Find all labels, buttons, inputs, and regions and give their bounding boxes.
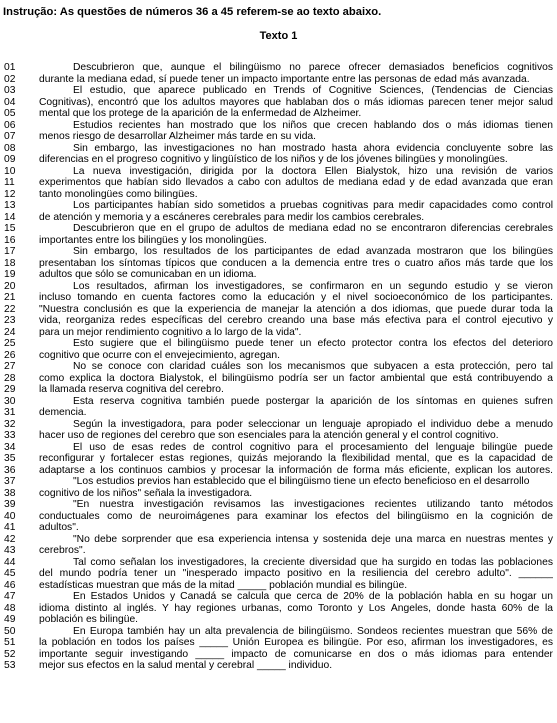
text-line: [0, 580, 557, 591]
text-line: [0, 488, 557, 499]
text-line: [0, 626, 557, 637]
line-text: incluso tomando en cuenta factores como la educación y el nivel socioeconómico de los participantes.: [39, 292, 553, 303]
line-text: No se conoce con claridad cuáles son los mecanismos que subyacen a esta protección, pero tal: [73, 361, 553, 372]
line-number: 36: [4, 464, 16, 476]
line-number: 19: [4, 269, 16, 280]
line-number: 53: [4, 660, 16, 671]
line-text: importante seguir investigando _____ impacto de comunicarse en dos o más idiomas para entender: [39, 648, 553, 660]
text-line: [0, 476, 557, 487]
text-line: [0, 131, 557, 142]
text-line: [0, 442, 557, 453]
line-number: 45: [4, 568, 16, 579]
line-number: 22: [4, 303, 16, 315]
line-number: 46: [4, 579, 16, 591]
text-line: [0, 614, 557, 625]
text-line: [0, 384, 557, 395]
line-number: 44: [4, 556, 16, 568]
text-line: [0, 281, 557, 292]
line-text: cognitivo que ocurre con el envejecimiento, agregan.: [39, 349, 280, 361]
line-number: 15: [4, 223, 16, 234]
line-text: vida, reorganiza redes específicas del cerebro creando una base más efectiva para el control ejecutivo y: [39, 315, 553, 326]
text-line: [0, 557, 557, 568]
line-number: 33: [4, 430, 16, 441]
text-line: [0, 292, 557, 303]
line-text: Esto sugiere que el bilingüismo puede tener un efecto protector contra los efectos del deterioro: [73, 338, 553, 349]
line-text: presentaban los síntomas típicos que conducen a la demencia entre tres o cuatro años más tarde que los: [39, 257, 553, 269]
text-line: [0, 246, 557, 257]
line-text: como explica la doctora Bialystok, el bilingüismo podría ser un factor ambiental que está contribuyendo a: [39, 372, 553, 384]
line-text: Cognitivas), encontró que los adultos mayores que hablaban dos o más idiomas parecen tener mejor salud: [39, 96, 553, 108]
text-line: [0, 154, 557, 165]
line-number: 09: [4, 154, 16, 165]
line-text: Según la investigadora, para poder seleccionar un lenguaje apropiado el individuo debe a menudo: [73, 418, 553, 430]
line-text: experimentos que habían sido llevados a cabo con adultos de mediana edad y de edad avanzada que eran: [39, 177, 553, 188]
line-text: importantes entre los bilingües y los monolingües.: [39, 234, 267, 246]
text-line: [0, 212, 557, 223]
line-number: 21: [4, 292, 16, 303]
text-line: [0, 522, 557, 533]
text-line: [0, 97, 557, 108]
line-text: adaptarse a los continuos cambios y procesar la información de forma más eficiente, explican los autores.: [39, 464, 553, 476]
text-line: [0, 304, 557, 315]
line-number: 40: [4, 510, 16, 522]
line-text: Descubrieron que, aunque el bilingüismo no parece ofrecer demasiados beneficios cognitivos: [73, 62, 553, 73]
text-line: [0, 545, 557, 556]
text-line: [0, 591, 557, 602]
line-number: 49: [4, 614, 16, 625]
text-line: [0, 660, 557, 671]
line-number: 50: [4, 625, 16, 637]
line-text: En Europa también hay un alta prevalencia de bilingüismo. Sondeos recientes muestran que 56% de: [73, 625, 553, 637]
line-number: 26: [4, 349, 16, 361]
text-title: Texto 1: [259, 30, 298, 42]
line-text: cerebros".: [39, 545, 86, 556]
line-text: "Los estudios previos han establecido que el bilingüismo tiene un efecto beneficioso en el desarrollo: [73, 476, 530, 487]
line-text: Sin embargo, los resultados de los participantes de edad avanzada mostraron que los bilingües: [73, 246, 553, 257]
line-text: Descubrieron que en el grupo de adultos de mediana edad no se encontraron diferencias cerebrales: [73, 223, 553, 234]
text-line: [0, 200, 557, 211]
line-number: 18: [4, 257, 16, 269]
line-text: mejor sus efectos en la salud mental y cerebral _____ individuo.: [39, 660, 333, 671]
text-line: [0, 534, 557, 545]
line-number: 30: [4, 395, 16, 407]
text-line: [0, 499, 557, 510]
text-line: [0, 327, 557, 338]
line-number: 31: [4, 407, 16, 418]
line-text: tanto monolingües como bilingües.: [39, 188, 198, 200]
line-number: 37: [4, 476, 16, 487]
text-line: [0, 120, 557, 131]
text-line: [0, 269, 557, 280]
line-number: 02: [4, 73, 16, 85]
line-text: Esta reserva cognitiva también puede postergar la aparición de los síntomas en quienes sufren: [73, 395, 553, 407]
line-text: mental que los protege de la aparición de la enfermedad de Alzheimer.: [39, 108, 362, 119]
text-line: [0, 85, 557, 96]
text-line: [0, 74, 557, 85]
line-text: diferencias en el progreso cognitivo y lingüístico de los niños y de los jóvenes bilingües y monolingües.: [39, 154, 508, 165]
line-number: 06: [4, 119, 16, 131]
line-number: 42: [4, 533, 16, 545]
text-line: [0, 223, 557, 234]
line-number: 43: [4, 545, 16, 556]
line-number: 24: [4, 326, 16, 338]
line-number: 23: [4, 315, 16, 326]
text-line: [0, 649, 557, 660]
line-text: cognitivo de los niños" señala la investigadora.: [39, 487, 253, 499]
text-line: [0, 189, 557, 200]
line-number: 11: [4, 177, 15, 188]
line-number: 38: [4, 487, 16, 499]
line-number: 10: [4, 165, 16, 177]
line-number: 07: [4, 131, 16, 142]
line-text: la población en todos los países _____ Unión Europea es bilingüe. Por eso, afirman los investigadores, es: [39, 637, 553, 648]
text-line: [0, 373, 557, 384]
text-line: [0, 177, 557, 188]
line-number: 04: [4, 96, 16, 108]
line-number: 32: [4, 418, 16, 430]
line-number: 13: [4, 200, 16, 211]
line-text: Tal como señalan los investigadores, la creciente diversidad que ha surgido en todas las poblaciones: [73, 556, 553, 568]
instruction-heading: Instrução: As questões de números 36 a 45 referem-se ao texto abaixo.: [3, 6, 382, 18]
line-number: 52: [4, 648, 16, 660]
line-number: 39: [4, 499, 16, 510]
line-number: 14: [4, 211, 16, 223]
line-number: 51: [4, 637, 16, 648]
line-text: demencia.: [39, 407, 87, 418]
line-text: Los participantes habían sido sometidos a pruebas cognitivas para medir capacidades como control: [73, 200, 553, 211]
line-text: "No debe sorprender que esa experiencia intensa y sostenida deje una marca en nuestras mentes y: [73, 533, 553, 545]
line-number: 29: [4, 384, 16, 395]
line-text: de atención y memoria y a escáneres cerebrales para medir los cambios cerebrales.: [39, 211, 425, 223]
text-line: [0, 465, 557, 476]
line-text: "En nuestra investigación revisamos las investigaciones recientes utilizando tanto métodos: [73, 499, 553, 510]
text-line: [0, 453, 557, 464]
text-line: [0, 396, 557, 407]
line-text: El estudio, que aparece publicado en Trends of Cognitive Sciences, (Tendencias de Ciencias: [73, 85, 553, 96]
line-text: "Nuestra conclusión es que la experiencia de manejar la atención a dos idiomas, que puede durar toda la: [39, 303, 553, 315]
line-number: 16: [4, 234, 16, 246]
line-number: 01: [4, 62, 16, 73]
line-text: conductuales como de neuroimágenes para examinar los efectos del bilingüismo en la cognición de: [39, 510, 553, 522]
line-text: población es bilingüe.: [39, 614, 139, 625]
text-line: [0, 511, 557, 522]
text-line: [0, 315, 557, 326]
line-number: 41: [4, 522, 16, 533]
text-line: [0, 430, 557, 441]
line-text: del mundo podría tener un "inesperado impacto positivo en la resiliencia del cerebro adulto". ______: [39, 568, 553, 579]
line-text: Sin embargo, las investigaciones no han mostrado hasta ahora evidencia concluyente sobre las: [73, 142, 553, 154]
line-text: la llamada reserva cognitiva del cerebro.: [39, 384, 224, 395]
line-number: 28: [4, 372, 16, 384]
line-text: adultos que sólo se comunicaban en un idioma.: [39, 269, 257, 280]
line-number: 08: [4, 142, 16, 154]
text-line: [0, 258, 557, 269]
line-text: adultos".: [39, 522, 79, 533]
text-line: [0, 338, 557, 349]
line-text: Los resultados, afirman los investigadores, se confirmaron en un segundo estudio y se vieron: [73, 280, 553, 292]
text-line: [0, 637, 557, 648]
line-text: menos riesgo de desarrollar Alzheimer más tarde en su vida.: [39, 131, 317, 142]
text-line: [0, 361, 557, 372]
line-text: hacer uso de regiones del cerebro que son esenciales para la atención general y el control cognitivo.: [39, 430, 499, 441]
line-number: 48: [4, 602, 16, 614]
text-line: [0, 166, 557, 177]
line-number: 17: [4, 246, 16, 257]
text-line: [0, 62, 557, 73]
line-number: 03: [4, 85, 16, 96]
line-number: 05: [4, 108, 16, 119]
text-line: [0, 568, 557, 579]
line-number: 20: [4, 280, 16, 292]
text-line: [0, 419, 557, 430]
text-line: [0, 143, 557, 154]
line-number: 34: [4, 441, 16, 453]
text-line: [0, 603, 557, 614]
text-line: [0, 108, 557, 119]
line-text: idioma distinto al inglés. Y hay regiones urbanas, como Toronto y Los Ángeles, donde hasta 60% de la: [39, 602, 553, 614]
line-text: estadísticas muestran que más de la mitad _____ población mundial es bilingüe.: [39, 579, 408, 591]
line-number: 25: [4, 338, 16, 349]
line-text: El uso de esas redes de control cognitivo para el procesamiento del lenguaje bilingüe puede: [73, 441, 553, 453]
line-number: 47: [4, 591, 16, 602]
text-line: [0, 407, 557, 418]
text-line: [0, 350, 557, 361]
line-text: La nueva investigación, dirigida por la doctora Ellen Bialystok, hizo una revisión de varios: [73, 165, 553, 177]
line-number: 35: [4, 453, 16, 464]
line-text: reconfigurar y fortalecer estas regiones, quizás mejorando la flexibilidad mental, que es la capacidad de: [39, 453, 553, 464]
line-text: para un mejor rendimiento cognitivo a lo largo de la vida".: [39, 326, 302, 338]
line-text: Estudios recientes han mostrado que los niños que crecen hablando dos o más idiomas tienen: [73, 119, 553, 131]
text-line: [0, 235, 557, 246]
line-number: 12: [4, 188, 16, 200]
line-text: En Estados Unidos y Canadá se calcula que cerca de 20% de la población habla en su hogar un: [73, 591, 553, 602]
line-text: durante la mediana edad, sí puede tener un impacto importante entre las personas de edad más avanzada.: [39, 73, 530, 85]
line-number: 27: [4, 361, 16, 372]
